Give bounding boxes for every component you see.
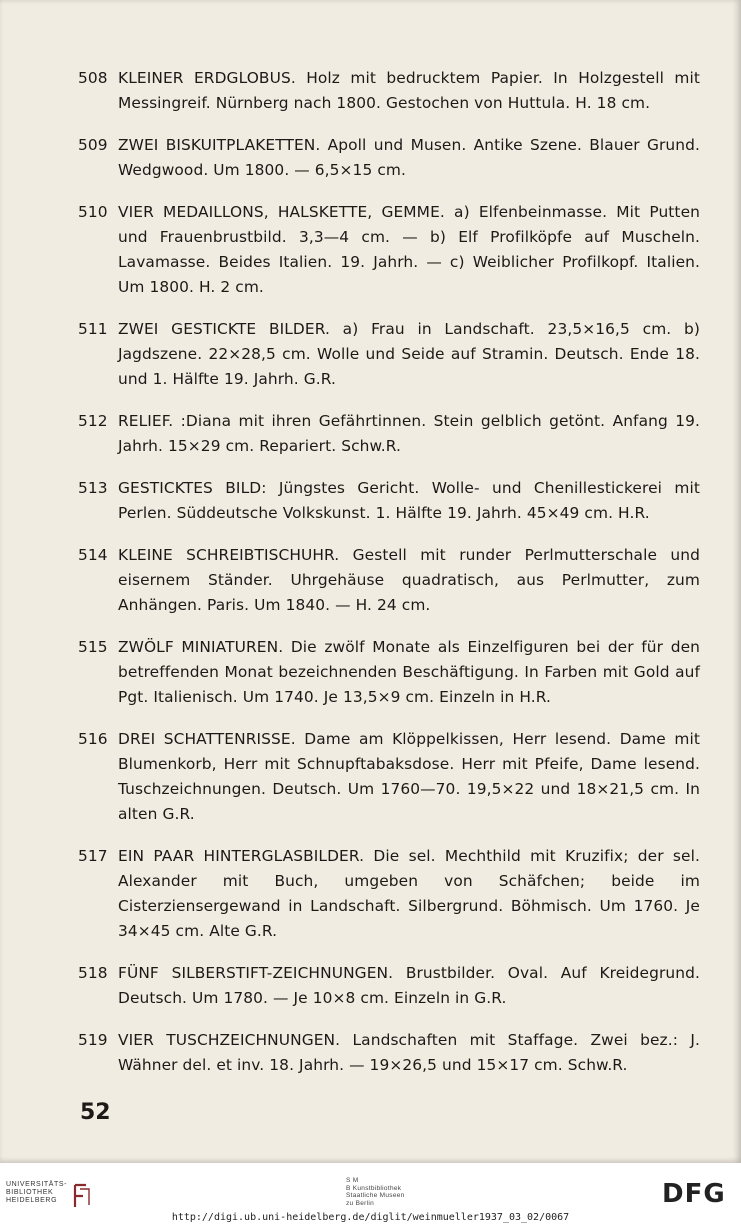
entry-number: 517 [78, 847, 108, 865]
library-line: UNIVERSITÄTS- [6, 1181, 68, 1188]
library-mark-icon [72, 1183, 92, 1209]
catalog-entry [78, 844, 700, 944]
dfg-logo[interactable]: DFG [662, 1179, 726, 1209]
entry-number: 515 [78, 638, 108, 656]
entry-text: ZWEI BISKUITPLAKETTEN. Apoll und Musen. Antike Szene. Blauer Grund. Wedgwood. Um 1800. — 6,5×15 cm. [118, 136, 700, 179]
source-url-link[interactable]: http://digi.ub.uni-heidelberg.de/diglit/weinmueller1937_03_02/0067 [171, 1212, 570, 1223]
entry-text: VIER MEDAILLONS, HALSKETTE, GEMME. a) Elfenbeinmasse. Mit Putten und Frauenbrustbild. 3,3—4 cm. — b) Elf Profilköpfe auf Muscheln. Lavamasse. Beides Italien. 19. Jahrh. — c) Weiblicher Profilkopf. Italien. Um 1800. H. 2 cm. [118, 203, 700, 296]
library-logo[interactable] [6, 1181, 96, 1211]
smb-line: B Kunstbibliothek [346, 1184, 402, 1192]
catalog-entry [78, 727, 700, 827]
entry-number: 514 [78, 546, 108, 564]
entry-number: 511 [78, 320, 108, 338]
entry-text: FÜNF SILBERSTIFT-ZEICHNUNGEN. Brustbilder. Oval. Auf Kreidegrund. Deutsch. Um 1780. — Je 10×8 cm. Einzeln in G.R. [118, 964, 700, 1007]
page-number: 52 [80, 1100, 111, 1125]
catalog-entry [78, 476, 700, 526]
catalog-entry [78, 66, 700, 116]
library-name [6, 1181, 67, 1205]
catalog-entries [78, 66, 700, 1095]
catalog-entry [78, 635, 700, 710]
entry-text: GESTICKTES BILD: Jüngstes Gericht. Wolle- und Chenillestickerei mit Perlen. Süddeutsche Volkskunst. 1. Hälfte 19. Jahrh. 45×49 cm. H.R. [118, 479, 700, 522]
entry-text: KLEINE SCHREIBTISCHUHR. Gestell mit runder Perlmutterschale und eisernem Ständer. Uhrgehäuse quadratisch, aus Perlmutter, zum Anhängen. Paris. Um 1840. — H. 24 cm. [118, 546, 700, 614]
entry-text: KLEINER ERDGLOBUS. Holz mit bedrucktem Papier. In Holzgestell mit Messingreif. Nürnberg nach 1800. Gestochen von Huttula. H. 18 cm. [118, 69, 700, 112]
catalog-entry [78, 317, 700, 392]
entry-number: 518 [78, 964, 108, 982]
entry-text: EIN PAAR HINTERGLASBILDER. Die sel. Mechthild mit Kruzifix; der sel. Alexander mit Buch, umgeben von Schäfchen; beide im Cisterziensergewand in Landschaft. Silbergrund. Böhmisch. Um 1760. Je 34×45 cm. Alte G.R. [118, 847, 700, 940]
entry-text: VIER TUSCHZEICHNUNGEN. Landschaften mit Staffage. Zwei bez.: J. Wähner del. et inv. 18. Jahrh. — 19×26,5 und 15×17 cm. Schw.R. [118, 1031, 700, 1074]
entry-number: 513 [78, 479, 108, 497]
entry-text: ZWEI GESTICKTE BILDER. a) Frau in Landschaft. 23,5×16,5 cm. b) Jagdszene. 22×28,5 cm. Wolle und Seide auf Stramin. Deutsch. Ende 18. und 1. Hälfte 19. Jahrh. G.R. [118, 320, 700, 388]
entry-text: DREI SCHATTENRISSE. Dame am Klöppelkissen, Herr lesend. Dame mit Blumenkorb, Herr mit Schnupftabaksdose. Herr mit Pfeife, Dame lesend. Tuschzeichnungen. Deutsch. Um 1760—70. 19,5×22 und 18×21,5 cm. In alten G.R. [118, 730, 700, 823]
entry-number: 512 [78, 412, 108, 430]
entry-number: 508 [78, 69, 108, 87]
entry-number: 519 [78, 1031, 108, 1049]
smb-kunstbibliothek-logo[interactable] [346, 1177, 405, 1207]
smb-line: zu Berlin [346, 1199, 374, 1207]
library-line: BIBLIOTHEK [6, 1189, 54, 1196]
catalog-entry [78, 409, 700, 459]
catalog-entry [78, 200, 700, 300]
entry-number: 509 [78, 136, 108, 154]
smb-line: Staatliche Museen [346, 1192, 405, 1199]
entry-number: 516 [78, 730, 108, 748]
catalog-entry [78, 543, 700, 618]
entry-text: ZWÖLF MINIATUREN. Die zwölf Monate als Einzelfiguren bei der für den betreffenden Monat bezeichnenden Beschäftigung. In Farben mit Gold auf Pgt. Italienisch. Um 1740. Je 13,5×9 cm. Einzeln in H.R. [118, 638, 700, 706]
catalog-entry [78, 961, 700, 1011]
entry-number: 510 [78, 203, 108, 221]
library-line: HEIDELBERG [6, 1197, 58, 1204]
entry-text: RELIEF. :Diana mit ihren Gefährtinnen. Stein gelblich getönt. Anfang 19. Jahrh. 15×29 cm. Repariert. Schw.R. [118, 412, 700, 455]
catalog-entry [78, 1028, 700, 1078]
catalog-entry [78, 133, 700, 183]
smb-line: S M [346, 1177, 359, 1184]
